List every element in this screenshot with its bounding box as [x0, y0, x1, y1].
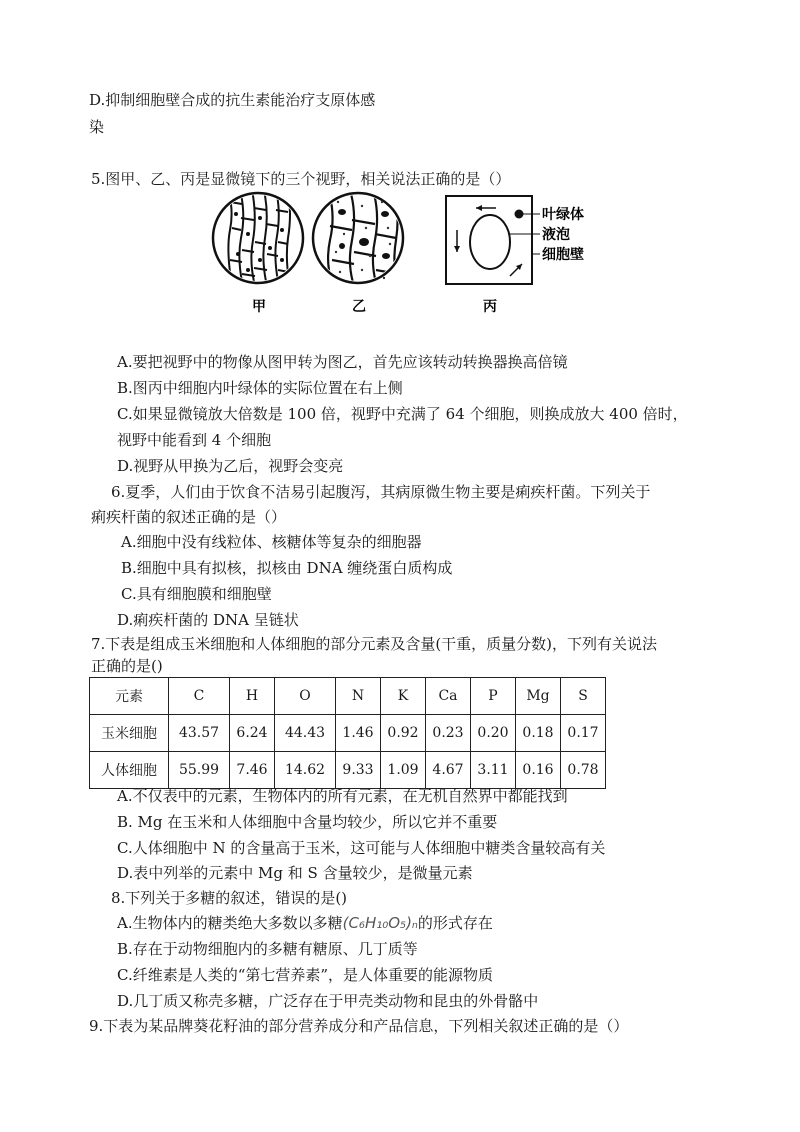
table-cell: 6.24: [230, 715, 275, 752]
q6-option-c: C.具有细胞膜和细胞壁: [121, 585, 272, 603]
q6-stem-line2: 痢疾杆菌的叙述正确的是（）: [91, 508, 287, 526]
table-header-cell: C: [169, 678, 230, 715]
table-cell: 1.46: [336, 715, 381, 752]
figure-label-bing: 丙: [483, 299, 497, 315]
callout-chloroplast: 叶绿体: [542, 207, 584, 223]
table-cell: 14.62: [275, 752, 336, 789]
table-cell: 4.67: [426, 752, 471, 789]
q8-option-d: D.几丁质又称壳多糖，广泛存在于甲壳类动物和昆虫的外骨骼中: [117, 992, 539, 1010]
q5-option-d: D.视野从甲换为乙后，视野会变亮: [117, 457, 344, 475]
figure-label-jia: 甲: [252, 299, 266, 315]
q8-option-b: B.存在于动物细胞内的多糖有糖原、几丁质等: [117, 940, 418, 958]
q5-option-b: B.图丙中细胞内叶绿体的实际位置在右上侧: [117, 379, 403, 397]
table-cell: 1.09: [381, 752, 426, 789]
table-cell: 0.18: [516, 715, 561, 752]
table-cell: 0.16: [516, 752, 561, 789]
microscope-figure: [210, 190, 600, 320]
table-cell: 44.43: [275, 715, 336, 752]
q8-option-a-suffix: 的形式存在: [417, 914, 493, 932]
table-row: [90, 715, 606, 752]
q5-option-a: A.要把视野中的物像从图甲转为图乙，首先应该转动转换器换高倍镜: [117, 353, 568, 371]
q7-option-d: D.表中列举的元素中 Mg 和 S 含量较少，是微量元素: [117, 864, 473, 882]
q5-option-c-cont: 视野中能看到 4 个细胞: [117, 431, 272, 449]
q4-option-d-line2: 染: [89, 118, 105, 136]
table-header-cell: K: [381, 678, 426, 715]
q8-option-a: [117, 913, 493, 933]
q7-option-b: B. Mg 在玉米和人体细胞中含量均较少，所以它并不重要: [117, 813, 498, 831]
table-header-cell: 元素: [90, 678, 169, 715]
table-header-cell: P: [471, 678, 516, 715]
table-cell: 3.11: [471, 752, 516, 789]
table-header-row: [90, 678, 606, 715]
table-cell: 人体细胞: [90, 752, 169, 789]
table-header-cell: H: [230, 678, 275, 715]
callout-cell-wall: 细胞壁: [542, 247, 584, 263]
q7-stem-line2: 正确的是(): [91, 657, 163, 675]
view-jia: [213, 190, 303, 286]
table-cell: 7.46: [230, 752, 275, 789]
figure-label-yi: 乙: [352, 299, 366, 315]
view-yi: [313, 190, 403, 286]
table-header-cell: Mg: [516, 678, 561, 715]
q6-option-a: A.细胞中没有线粒体、核糖体等复杂的细胞器: [121, 533, 422, 551]
table-cell: 0.92: [381, 715, 426, 752]
q5-option-c: C.如果显微镜放大倍数是 100 倍，视野中充满了 64 个细胞，则换成放大 400 倍时，: [117, 405, 688, 423]
element-content-table: [89, 677, 606, 789]
table-cell: 0.17: [561, 715, 606, 752]
table-cell: 43.57: [169, 715, 230, 752]
view-bing: [446, 196, 540, 284]
callout-vacuole: 液泡: [542, 227, 570, 243]
q8-option-a-prefix: A.生物体内的糖类绝大多数以多糖: [117, 914, 343, 932]
q7-option-c: C.人体细胞中 N 的含量高于玉米，这可能与人体细胞中糖类含量较高有关: [117, 839, 606, 857]
q6-option-b: B.细胞中具有拟核，拟核由 DNA 缠绕蛋白质构成: [121, 559, 453, 577]
q7-stem-line1: 7.下表是组成玉米细胞和人体细胞的部分元素及含量(干重，质量分数)，下列有关说法: [91, 635, 658, 653]
q6-option-d: D.痢疾杆菌的 DNA 呈链状: [117, 611, 299, 629]
table-cell: 0.20: [471, 715, 516, 752]
polysaccharide-formula: (C₆H₁₀O₅)ₙ: [342, 914, 418, 932]
q4-option-d-line1: D.抑制细胞壁合成的抗生素能治疗支原体感: [89, 91, 376, 109]
q9-stem: 9.下表为某品牌葵花籽油的部分营养成分和产品信息，下列相关叙述正确的是（）: [89, 1017, 629, 1035]
q6-stem-line1: 6.夏季，人们由于饮食不洁易引起腹泻，其病原微生物主要是痢疾杆菌。下列关于: [111, 483, 651, 501]
q5-stem: 5.图甲、乙、丙是显微镜下的三个视野，相关说法正确的是（）: [91, 170, 511, 188]
q7-option-a: A.不仅表中的元素，生物体内的所有元素，在无机自然界中都能找到: [117, 787, 568, 805]
table-header-cell: O: [275, 678, 336, 715]
table-cell: 55.99: [169, 752, 230, 789]
table-header-cell: N: [336, 678, 381, 715]
table-header-cell: S: [561, 678, 606, 715]
q8-option-c: C.纤维素是人类的“第七营养素”，是人体重要的能源物质: [117, 966, 494, 984]
table-cell: 0.23: [426, 715, 471, 752]
q8-stem: 8.下列关于多糖的叙述，错误的是(): [111, 889, 348, 907]
table-cell: 9.33: [336, 752, 381, 789]
table-cell: 0.78: [561, 752, 606, 789]
table-cell: 玉米细胞: [90, 715, 169, 752]
table-header-cell: Ca: [426, 678, 471, 715]
table-row: [90, 752, 606, 789]
